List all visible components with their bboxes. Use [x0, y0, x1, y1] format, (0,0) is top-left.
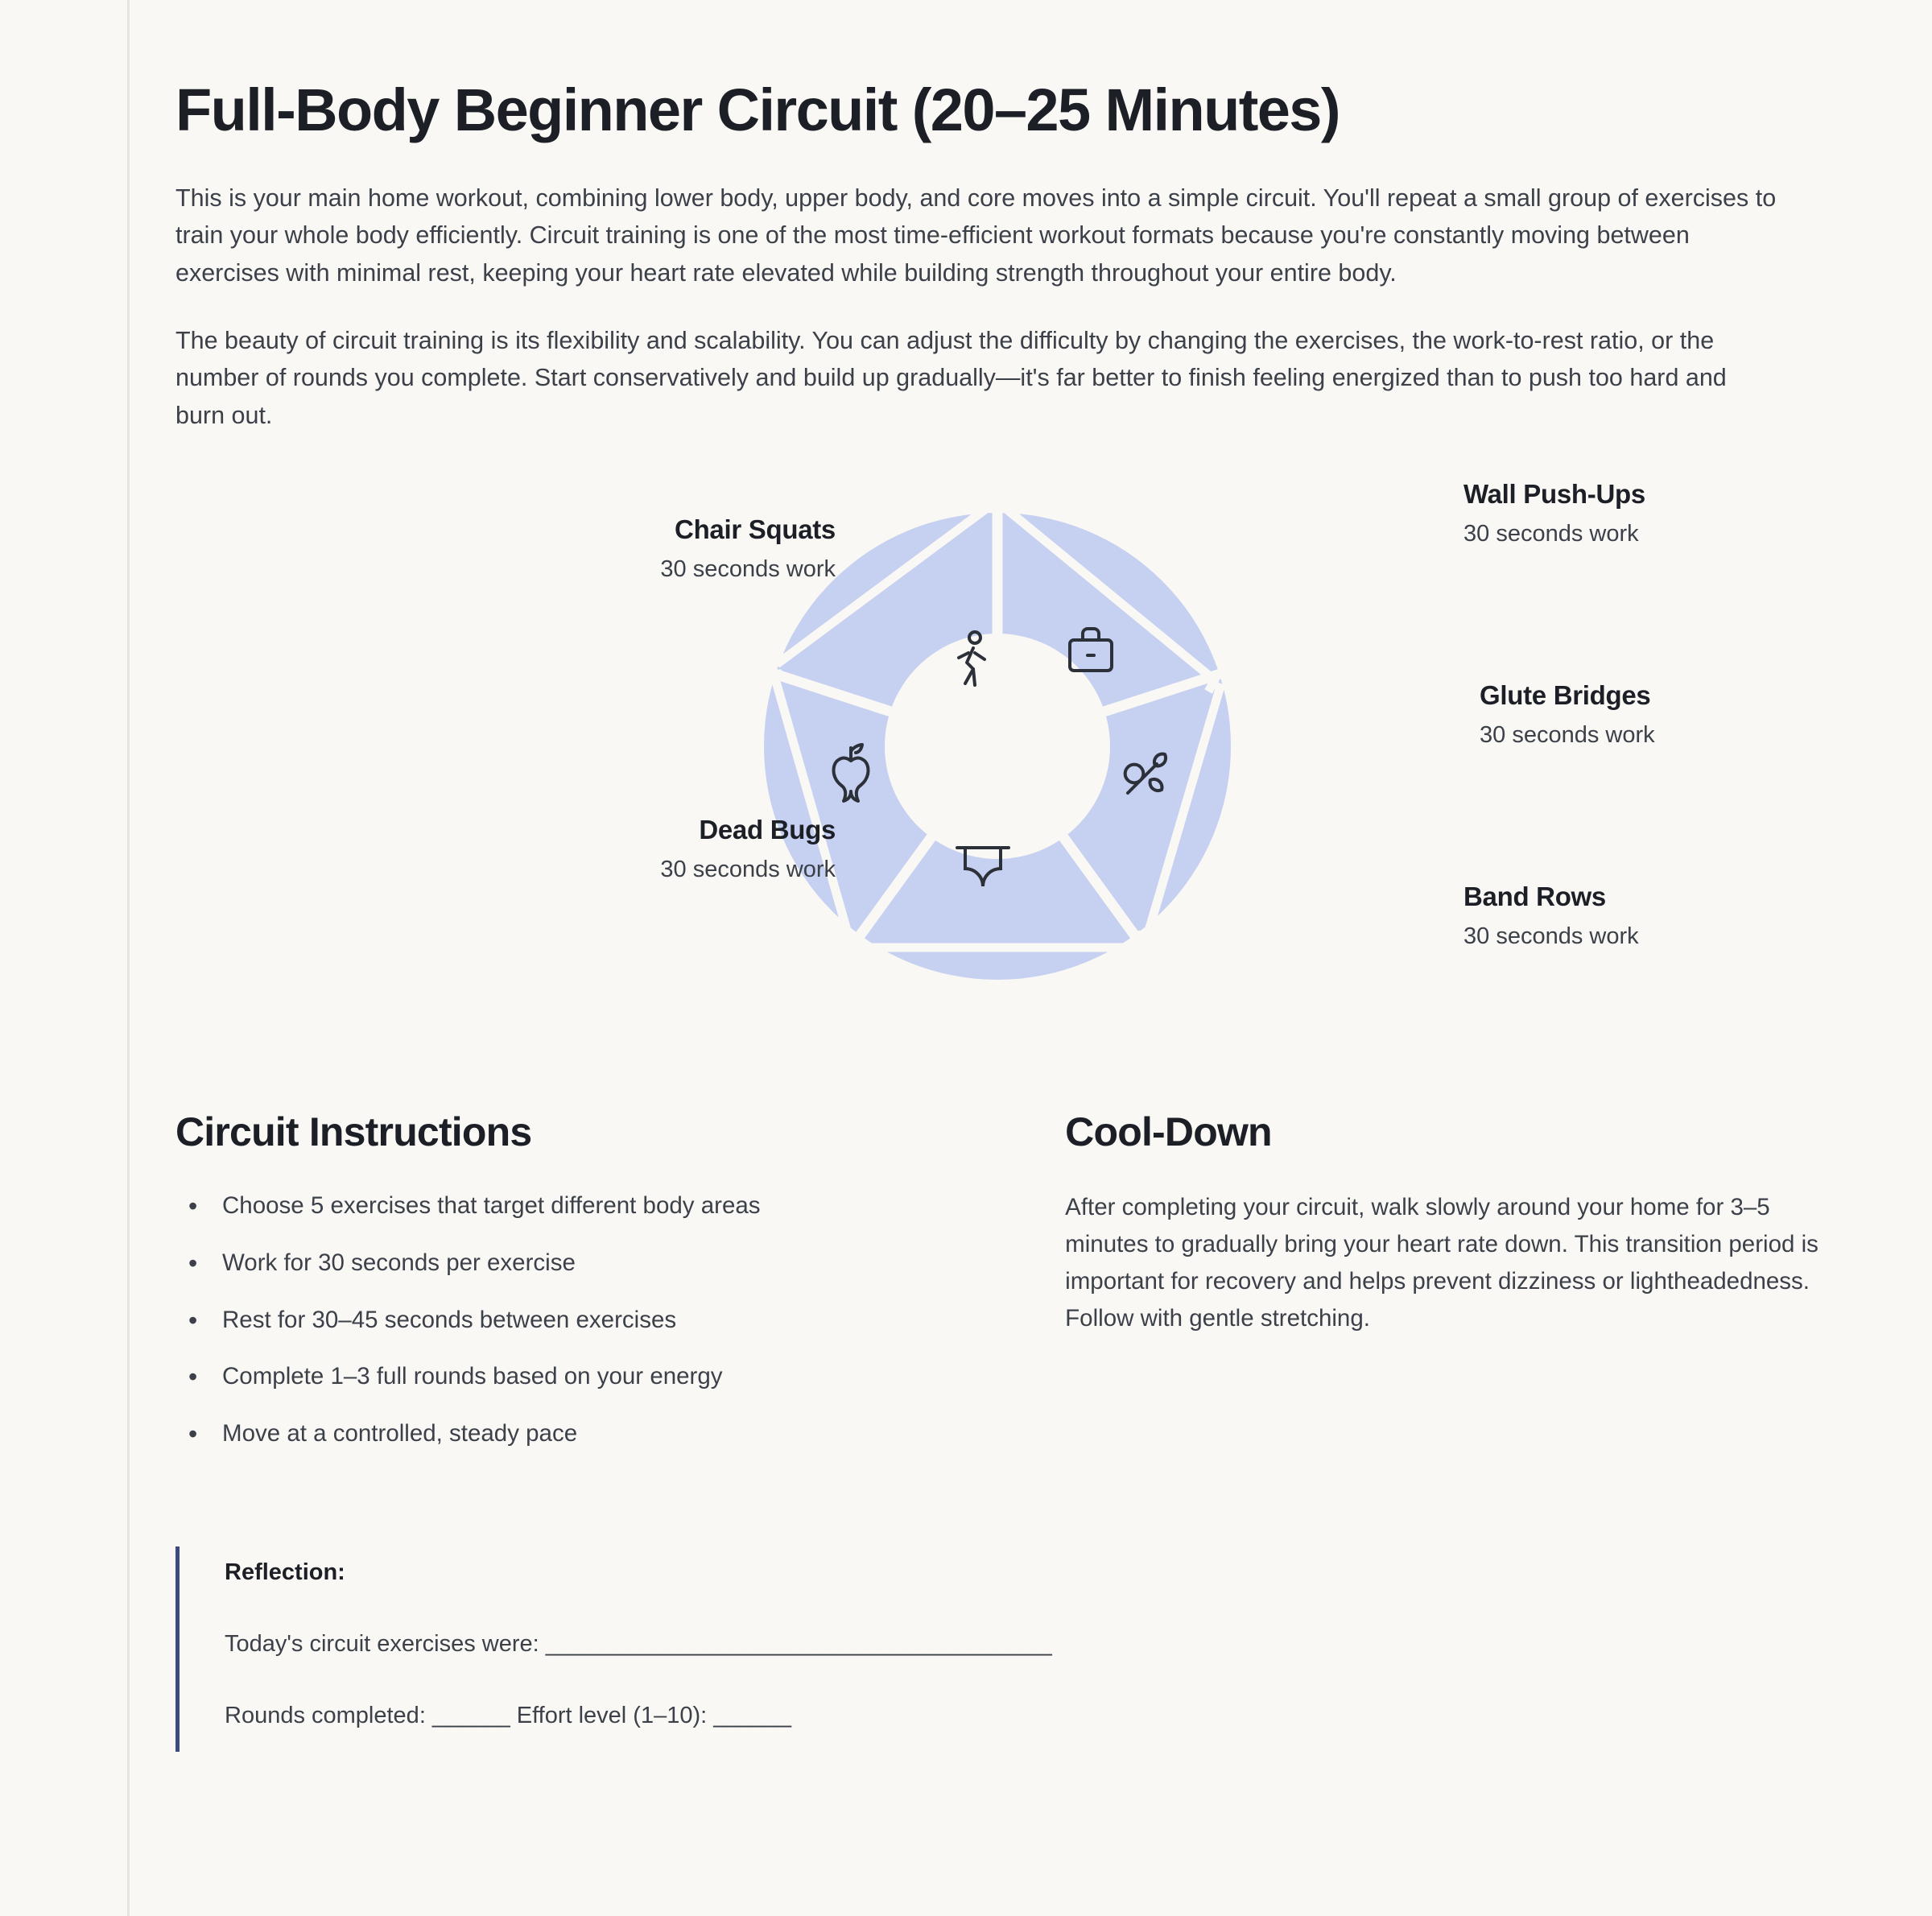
reflection-block: [175, 1546, 1432, 1752]
circuit-label-glute-bridges: [1480, 680, 1932, 749]
content-columns: [175, 1109, 1819, 1474]
cooldown-column: [1065, 1109, 1819, 1474]
circuit-diagram-section: [175, 465, 1819, 1076]
reflection-title: Reflection:: [225, 1559, 345, 1585]
intro-paragraph-1: This is your main home workout, combining lower body, upper body, and core moves into a simple circuit. You'll repeat a small group of exercises to train your whole body efficiently. Circuit training is one of the most time-efficient workout formats because you're constantly moving between exercises with minimal rest, keeping your heart rate elevated while building strength throughout your entire body.: [175, 184, 1777, 287]
list-item: • Choose 5 exercises that target different body areas: [175, 1189, 985, 1224]
exercise-duration: 30 seconds work: [660, 857, 836, 883]
list-item: • Move at a controlled, steady pace: [175, 1417, 985, 1451]
circuit-label-dead-bugs: [481, 815, 836, 883]
list-item: • Rest for 30–45 seconds between exercises: [175, 1303, 985, 1338]
list-item: • Work for 30 seconds per exercise: [175, 1246, 985, 1281]
circuit-label-chair-squats: [481, 514, 836, 583]
page-title: Full-Body Beginner Circuit (20–25 Minutes): [175, 76, 1340, 143]
exercise-duration: 30 seconds work: [1463, 923, 1639, 950]
intro-paragraph-2: The beauty of circuit training is its flexibility and scalability. You can adjust the difficulty by changing the exercises, the work-to-rest ratio, or the number of rounds you complete. Start conservatively and build up gradually—it's far better to finish feeling energized than to push too hard and burn out.: [175, 326, 1727, 429]
exercise-name: Wall Push-Ups: [1463, 479, 1645, 510]
instructions-list: [175, 1189, 985, 1451]
exercise-name: Glute Bridges: [1480, 680, 1651, 711]
exercise-name: Chair Squats: [675, 514, 836, 545]
reflection-exercises-line[interactable]: Today's circuit exercises were: _______________________________________: [225, 1630, 1052, 1657]
exercise-duration: 30 seconds work: [1480, 722, 1655, 749]
cooldown-heading: Cool-Down: [1065, 1109, 1272, 1155]
exercise-name: Band Rows: [1463, 882, 1606, 912]
circuit-instructions-column: [175, 1109, 985, 1474]
page-side-rule: [127, 0, 130, 1916]
list-item: • Complete 1–3 full rounds based on your energy: [175, 1360, 985, 1394]
circuit-label-wall-push-ups: [1463, 479, 1932, 547]
instructions-heading: Circuit Instructions: [175, 1109, 532, 1155]
exercise-duration: 30 seconds work: [1463, 521, 1639, 547]
cooldown-text: After completing your circuit, walk slowly around your home for 3–5 minutes to gradually bring your heart rate down. This transition period is important for recovery and helps prevent dizziness or lightheadedness. Follow with gentle stretching.: [1065, 1194, 1818, 1332]
reflection-rounds-line[interactable]: Rounds completed: ______ Effort level (1–10): ______: [225, 1702, 792, 1728]
exercise-duration: 30 seconds work: [660, 556, 836, 583]
circuit-label-band-rows: [1463, 882, 1932, 950]
exercise-name: Dead Bugs: [699, 815, 836, 845]
